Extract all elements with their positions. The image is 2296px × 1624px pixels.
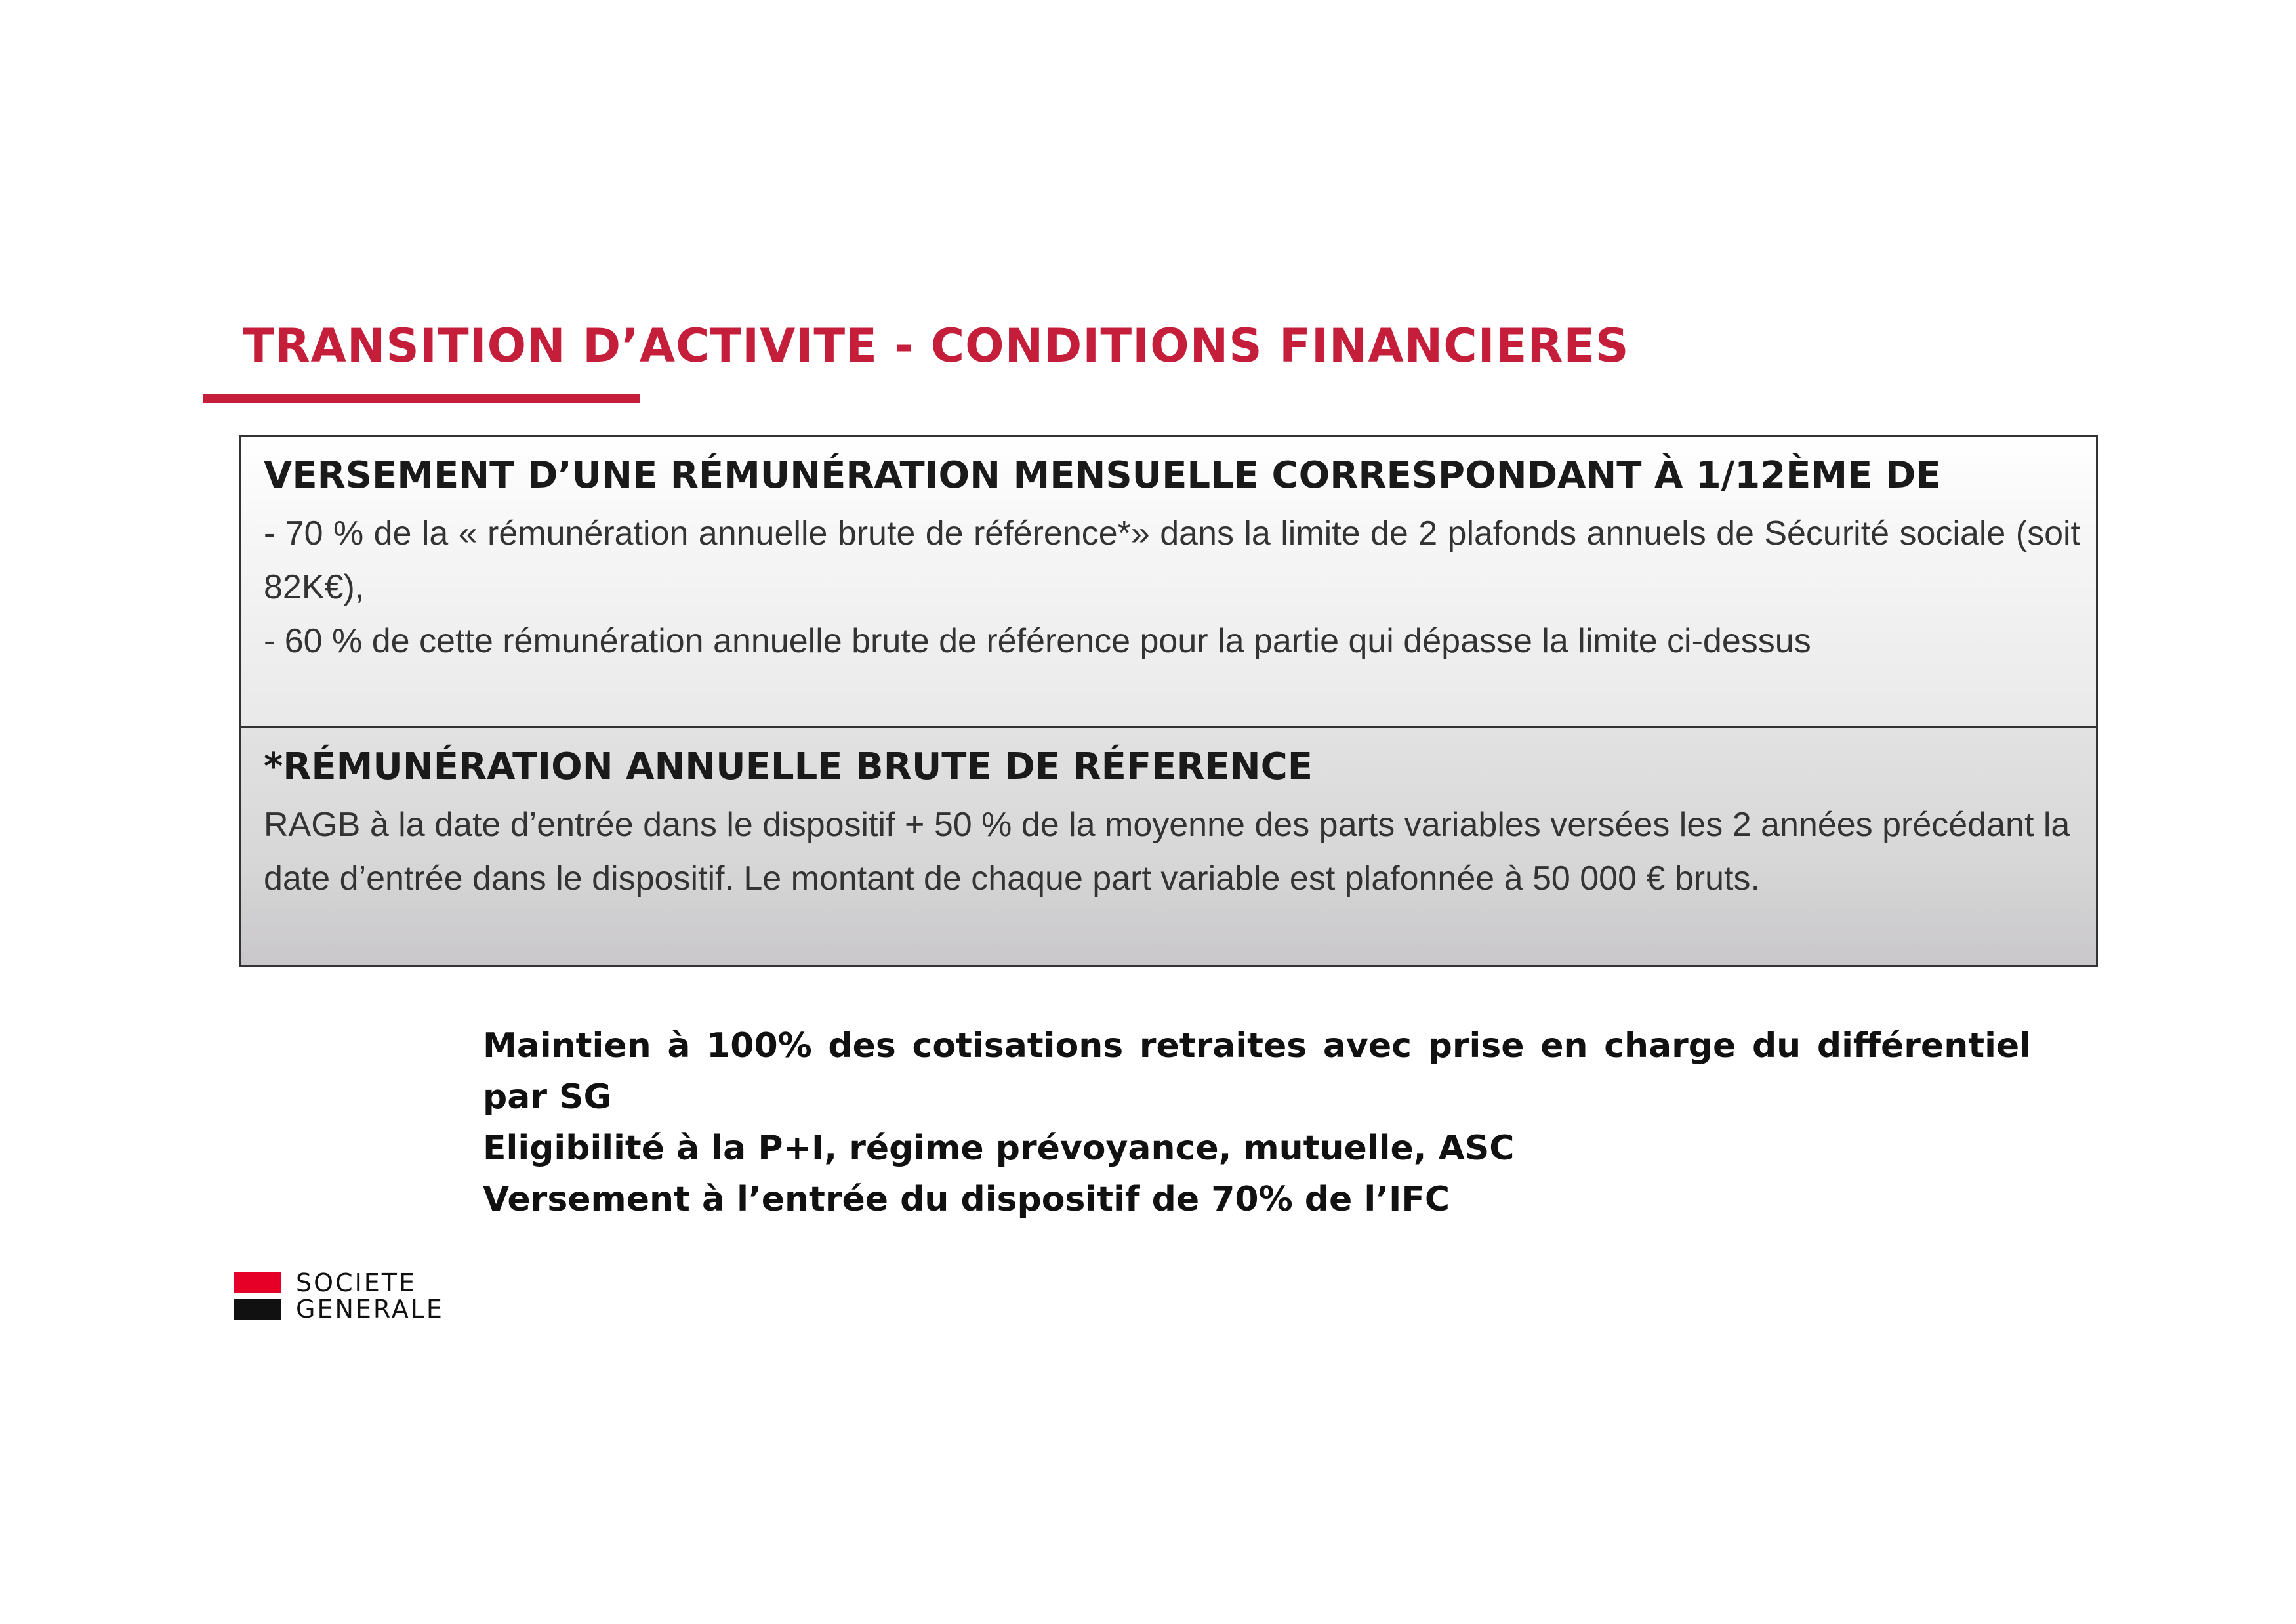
section-heading-reference: *RÉMUNÉRATION ANNUELLE BRUTE DE RÉFERENCE xyxy=(264,745,1313,788)
logo-text-line1: SOCIETE xyxy=(296,1268,417,1297)
section-body-versement xyxy=(264,507,2080,668)
logo-text-line2: GENERALE xyxy=(296,1295,444,1323)
benefit-item-eligibilite: Eligibilité à la P+I, régime prévoyance, mutuelle, ASC xyxy=(483,1129,1515,1168)
benefit-item-ifc: Versement à l’entrée du dispositif de 70% de l’IFC xyxy=(483,1180,1450,1219)
societe-generale-logo xyxy=(234,1270,444,1322)
section-body-reference xyxy=(264,798,2080,906)
table-section-remuneration-mensuelle xyxy=(241,437,2096,728)
benefits-list xyxy=(483,1020,2031,1225)
condition-line-70-percent: - 70 % de la « rémunération annuelle brute de référence*» dans la limite de 2 plafonds annuels de Sécurité sociale (soit 82K€), xyxy=(264,514,2080,606)
table-section-remuneration-reference xyxy=(241,728,2096,965)
conditions-table xyxy=(239,435,2098,967)
reference-definition: RAGB à la date d’entrée dans le dispositif + 50 % de la moyenne des parts variables versées les 2 années précédant la date d’entrée dans le dispositif. Le montant de chaque part variable est plafonnée à 50 000 € bruts. xyxy=(264,806,2070,898)
logo-mark-icon xyxy=(234,1272,281,1320)
title-underline xyxy=(203,394,640,403)
benefit-item-cotisations: Maintien à 100% des cotisations retraites avec prise en charge du différentiel par SG xyxy=(483,1026,2031,1117)
page-title: TRANSITION D’ACTIVITE - CONDITIONS FINANCIERES xyxy=(243,319,1630,373)
section-heading-versement: VERSEMENT D’UNE RÉMUNÉRATION MENSUELLE CORRESPONDANT À 1/12ÈME DE xyxy=(264,454,1941,497)
logo-text xyxy=(296,1270,444,1322)
condition-line-60-percent: - 60 % de cette rémunération annuelle brute de référence pour la partie qui dépasse la limite ci-dessus xyxy=(264,622,1811,660)
